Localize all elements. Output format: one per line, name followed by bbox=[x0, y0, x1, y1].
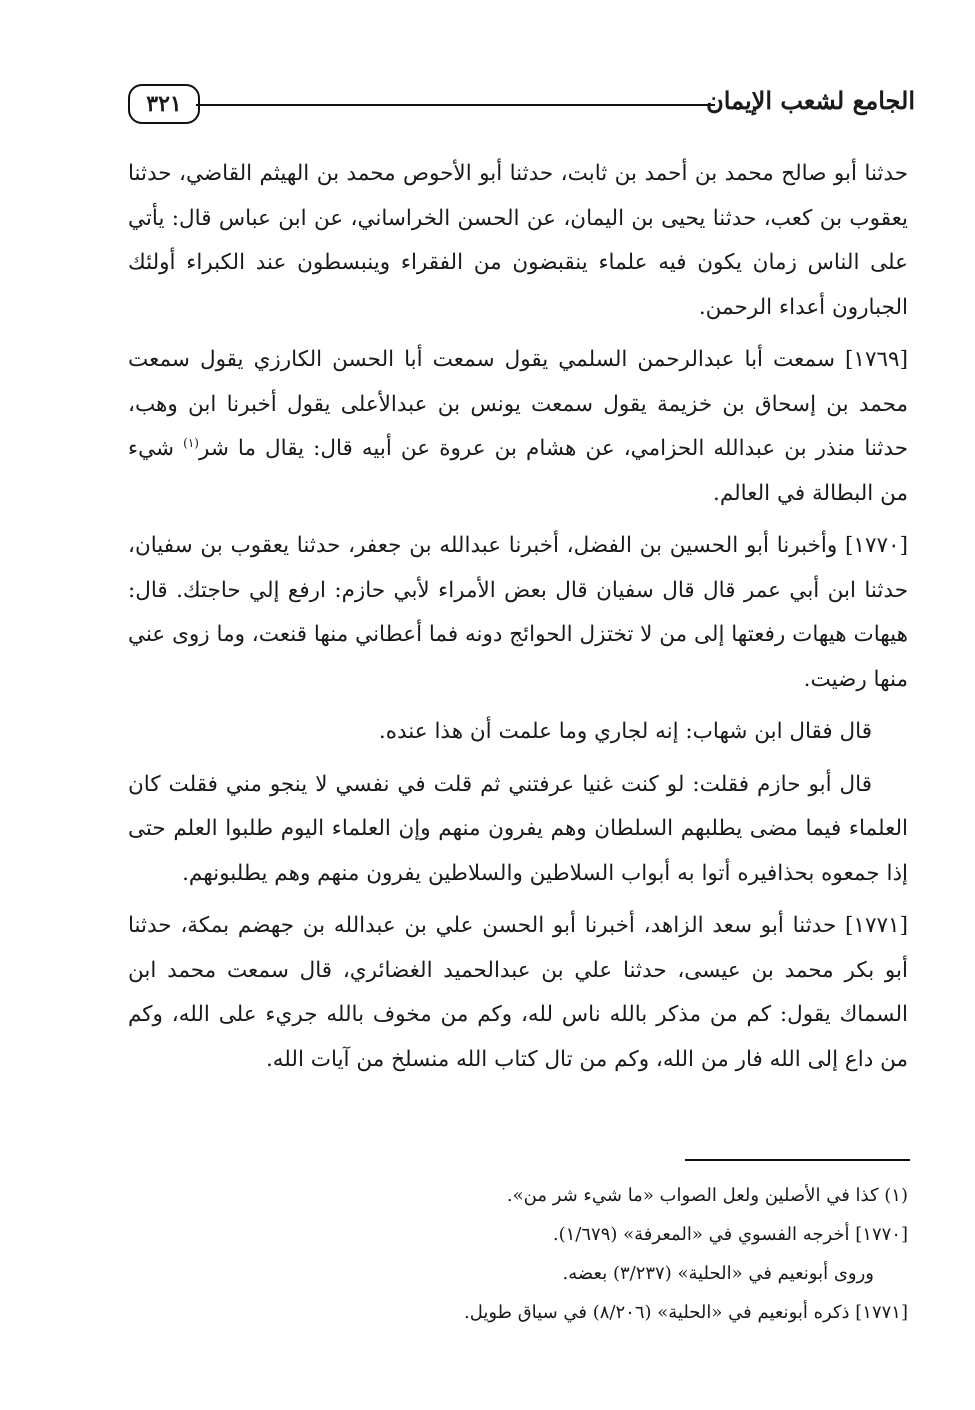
main-text bbox=[128, 152, 908, 1090]
paragraph-text: شيء من البطالة في العالم. bbox=[128, 436, 908, 506]
footnote-1771: [١٧٧١] ذكره أبونعيم في «الحلية» (٨/٢٠٦) في سياق طويل. bbox=[464, 1302, 908, 1323]
paragraph-1770 bbox=[128, 524, 908, 702]
page-number: ٣٢١ bbox=[128, 84, 200, 124]
paragraph-text: [١٧٧١] حدثنا أبو سعد الزاهد، أخبرنا أبو الحسن علي بن عبدالله بن جهضم بمكة، حدثنا أبو بكر محمد بن عيسى، حدثنا علي بن عبدالحميد الغضائري، قال سمعت محمد ابن السماك يقول: كم من مذكر بالله ناس لله، وكم من مخوف بالله جريء على الله، وكم من داع إلى الله فار من الله، وكم من تال كتاب الله منسلخ من آيات الله. bbox=[128, 913, 908, 1072]
paragraph-intro bbox=[128, 152, 908, 330]
running-header bbox=[100, 72, 915, 128]
paragraph-1769 bbox=[128, 338, 908, 516]
paragraph-text: [١٧٧٠] وأخبرنا أبو الحسين بن الفضل، أخبرنا عبدالله بن جعفر، حدثنا يعقوب بن سفيان، حدثنا ابن أبي عمر قال قال سفيان قال بعض الأمراء لأبي حازم: ارفع إلي حاجتك. قال: هيهات هيهات رفعتها إلى من لا تختزل الحوائج دونه فما أعطاني منها قنعت، وما زوى عني منها رضيت. bbox=[128, 533, 908, 692]
footnote-1770-continued: وروى أبونعيم في «الحلية» (٣/٢٣٧) بعضه. bbox=[562, 1263, 874, 1284]
running-title: الجامع لشعب الإيمان bbox=[706, 86, 915, 115]
paragraph-text: قال فقال ابن شهاب: إنه لجاري وما علمت أن هذا عنده. bbox=[378, 719, 872, 744]
paragraph-text: حدثنا أبو صالح محمد بن أحمد بن ثابت، حدثنا أبو الأحوص محمد بن الهيثم القاضي، حدثنا يعقوب بن كعب، حدثنا يحيى بن اليمان، عن الحسن الخراساني، عن ابن عباس قال: يأتي على الناس زمان يكون فيه علماء ينقبضون من الفقراء وينبسطون عند الكبراء أولئك الجبارون أعداء الرحمن. bbox=[128, 161, 908, 320]
footnote-1: (١) كذا في الأصلين ولعل الصواب «ما شيء شر من». bbox=[506, 1185, 908, 1206]
footnote-marker[interactable]: (١) bbox=[183, 435, 199, 450]
footnote-1770: [١٧٧٠] أخرجه الفسوي في «المعرفة» (١/٦٧٩). bbox=[552, 1224, 908, 1245]
paragraph-abu-hazim bbox=[128, 763, 908, 897]
footnotes bbox=[128, 1176, 908, 1332]
paragraph-text: [١٧٦٩] سمعت أبا عبدالرحمن السلمي يقول سمعت أبا الحسن الكارزي يقول سمعت محمد بن إسحاق بن خزيمة يقول سمعت يونس بن عبدالأعلى يقول أخبرنا ابن وهب، حدثنا منذر بن عبدالله الحزامي، عن هشام بن عروة عن أبيه قال: يقال ما شر bbox=[128, 347, 908, 461]
footnote-separator bbox=[685, 1159, 910, 1161]
paragraph-text: قال أبو حازم فقلت: لو كنت غنيا عرفتني ثم قلت في نفسي لا ينجو مني فقلت كان العلماء فيما مضى يطلبهم السلطان وهم يفرون منهم وإن العلماء اليوم طلبوا العلم حتى إذا جمعوه بحذافيره أتوا به أبواب السلاطين والسلاطين يفرون منهم وهم يطلبونهم. bbox=[128, 771, 908, 886]
paragraph-ibn-shihab bbox=[128, 710, 908, 755]
paragraph-1771 bbox=[128, 904, 908, 1082]
header-rule bbox=[196, 104, 715, 106]
